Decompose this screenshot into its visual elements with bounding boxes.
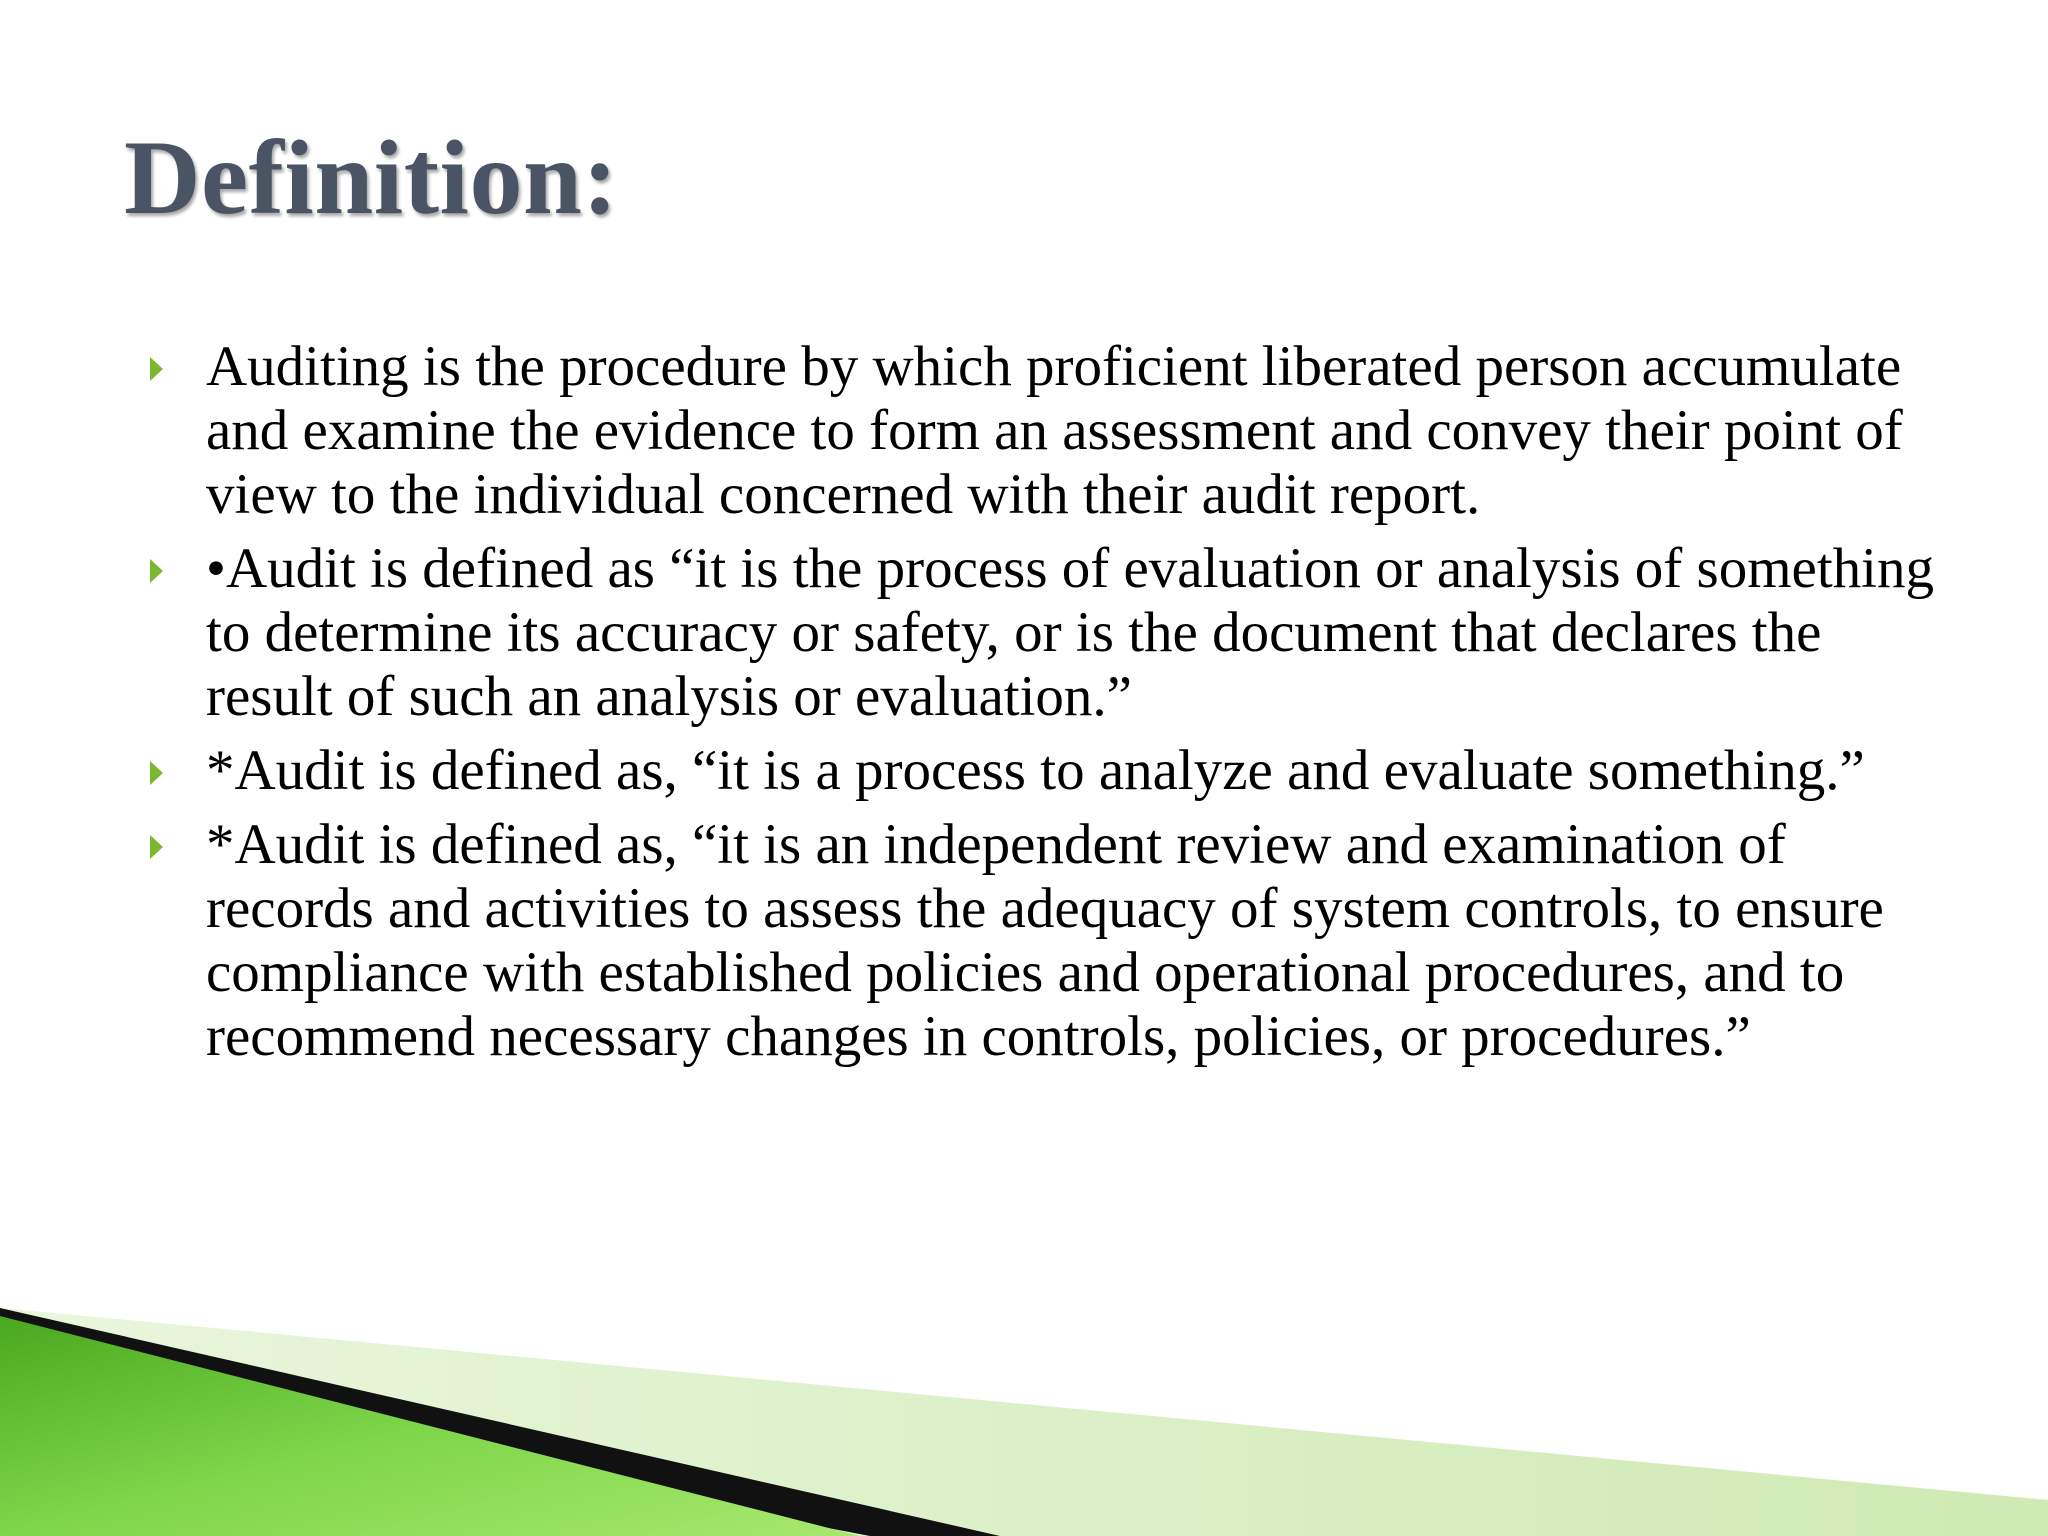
triangle-bullet-icon: [150, 357, 163, 381]
green-swoosh-decoration: [0, 1250, 2048, 1536]
bullet-text: Auditing is the procedure by which proficient liberated person accumulate and examine the evidence to form an assessment and convey their point of view to the individual concerned with their audit report.: [206, 335, 1903, 526]
bullet-text: *Audit is defined as, “it is a process to analyze and evaluate something.”: [206, 739, 1865, 802]
triangle-bullet-icon: [150, 761, 163, 785]
bullet-text: •Audit is defined as “it is the process of evaluation or analysis of something to determine its accuracy or safety, or is the document that declares the result of such an analysis or evaluation.”: [206, 537, 1935, 728]
bullet-item-1: [150, 335, 1950, 527]
bullet-item-3: [150, 739, 1950, 803]
bullet-list: [150, 335, 1950, 1079]
slide-title: Definition:: [124, 119, 619, 236]
bullet-item-4: [150, 813, 1950, 1069]
triangle-bullet-icon: [150, 559, 163, 583]
bullet-item-2: [150, 537, 1950, 729]
bullet-text: *Audit is defined as, “it is an independent review and examination of records and activities to assess the adequacy of system controls, to ensure compliance with established policies and operational procedures, and to recommend necessary changes in controls, policies, or procedures.”: [206, 813, 1884, 1068]
triangle-bullet-icon: [150, 835, 163, 859]
